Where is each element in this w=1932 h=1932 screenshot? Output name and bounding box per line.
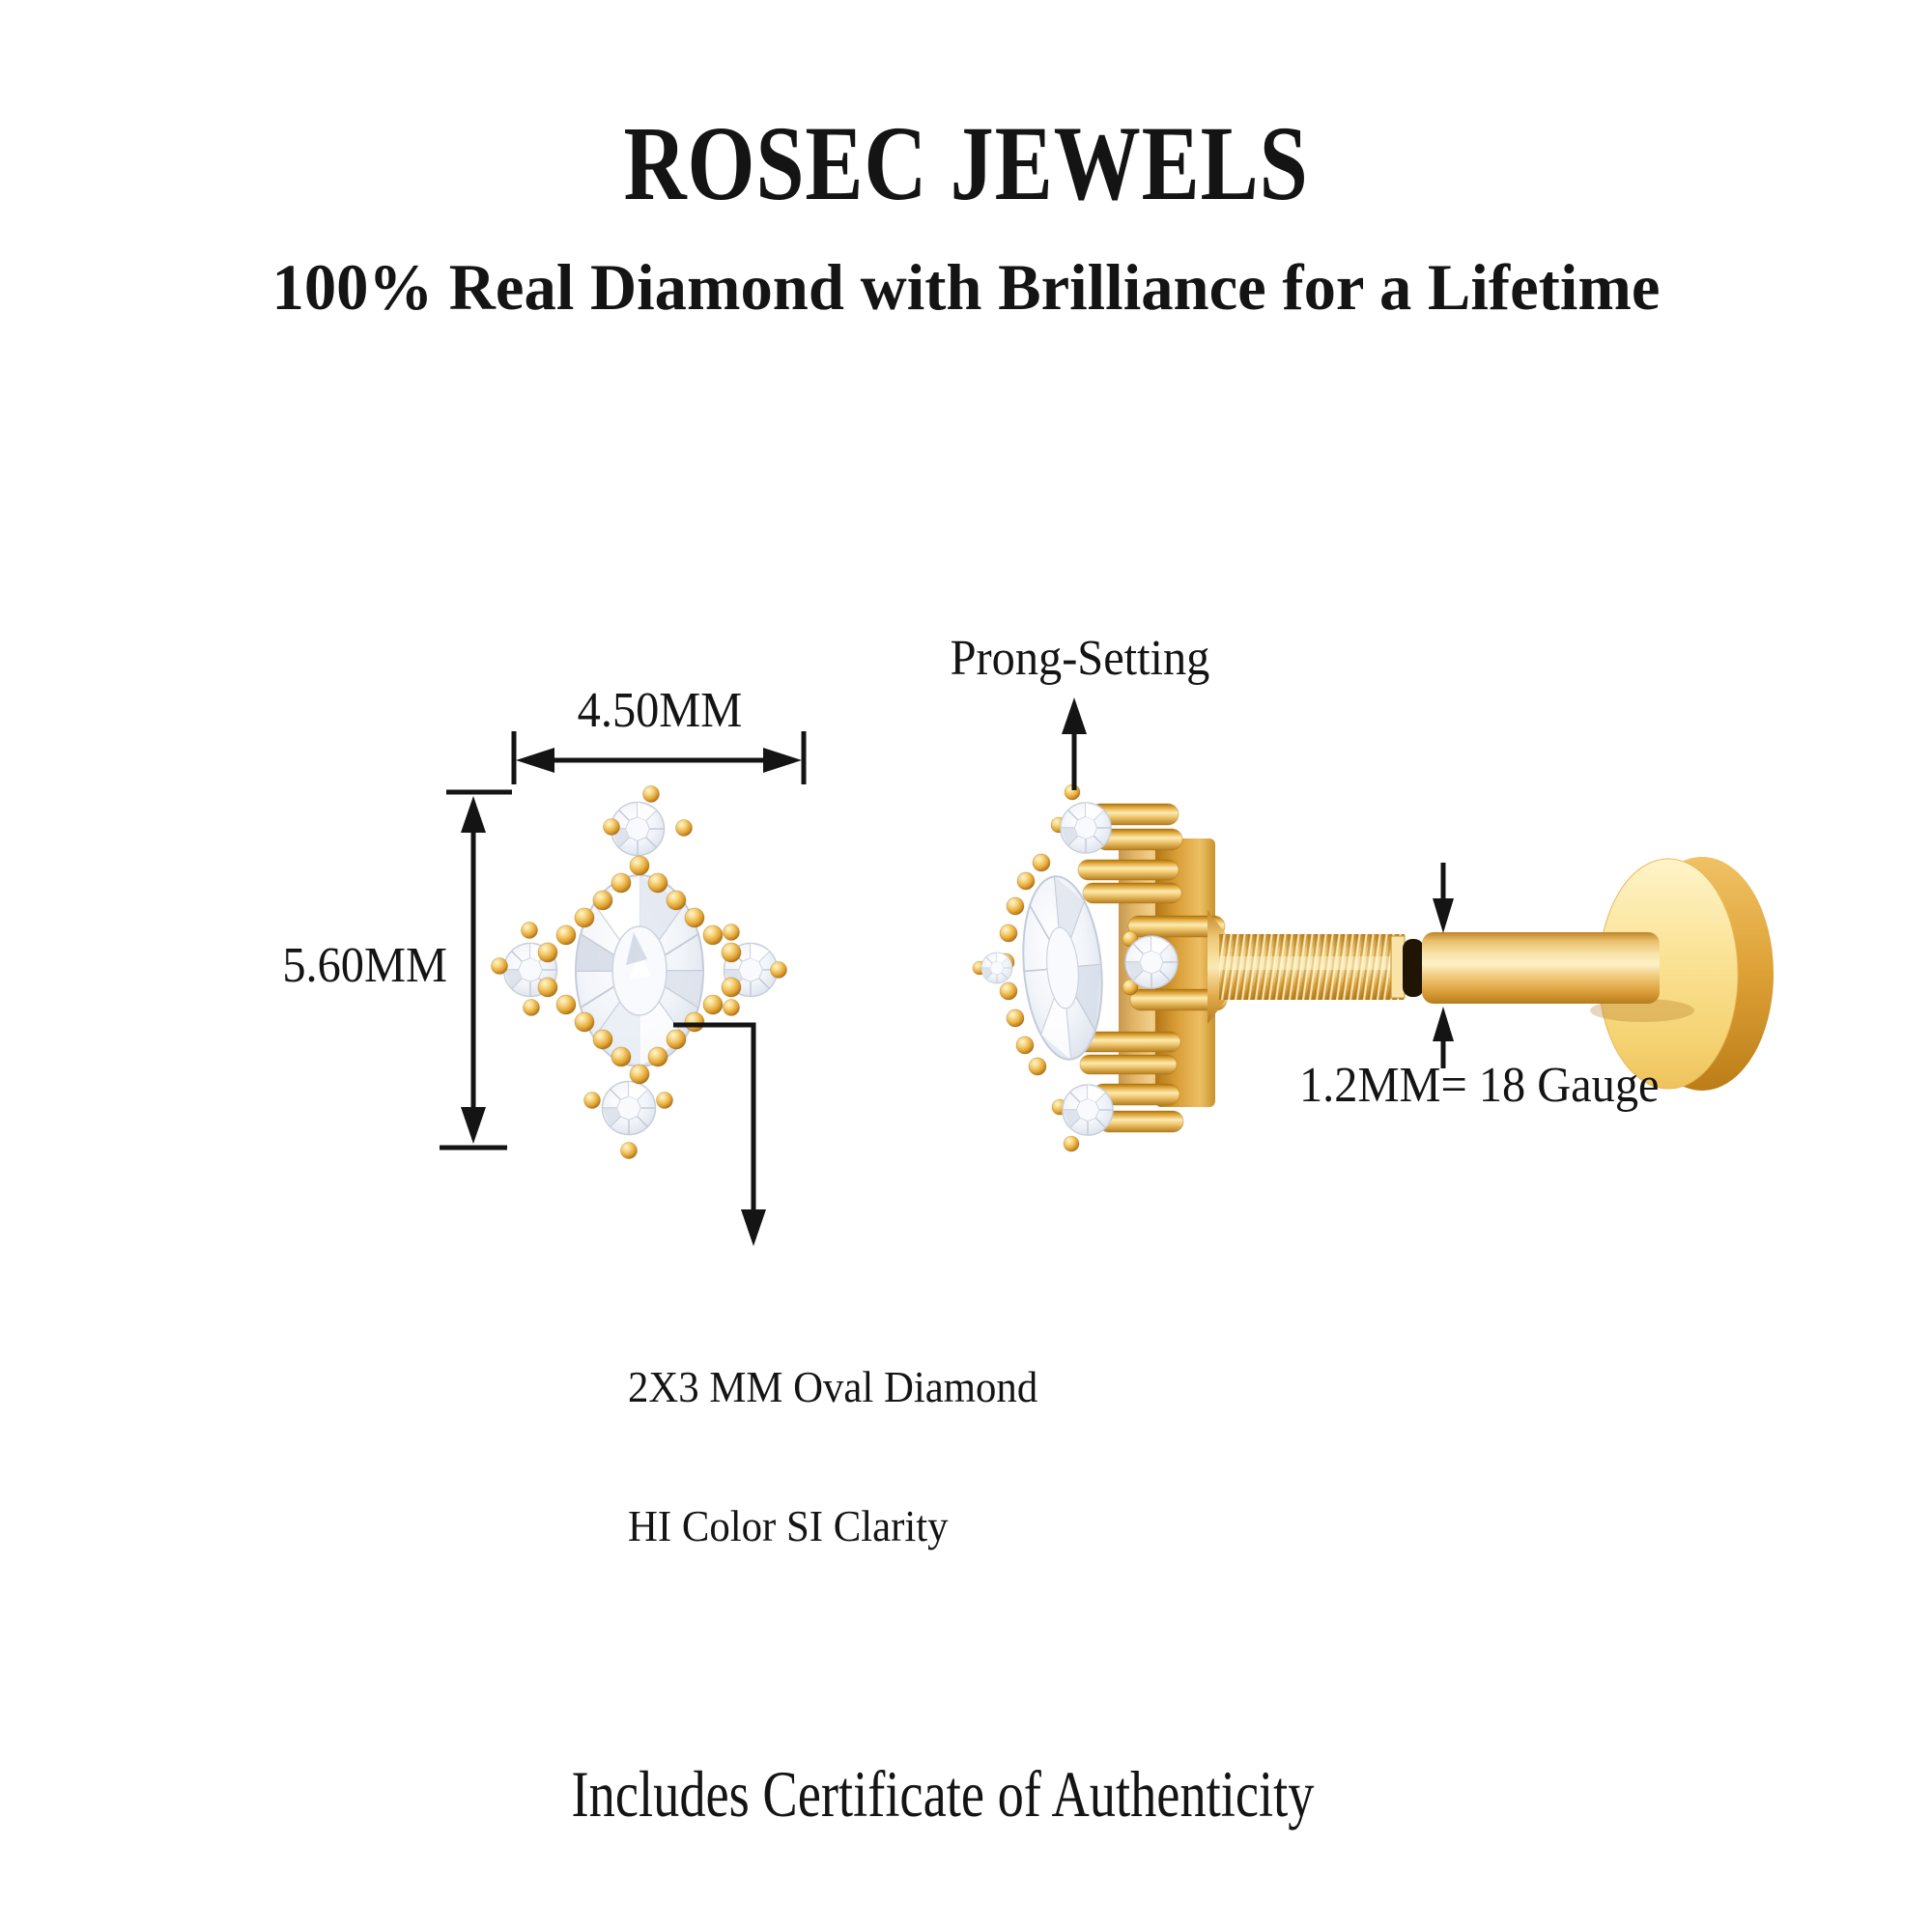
width-dimension-label: 4.50MM: [577, 683, 743, 738]
certificate-note: Includes Certificate of Authenticity: [571, 1757, 1315, 1831]
side-accent-diamond-bottom: [1063, 1085, 1113, 1135]
callout-line1: 2X3 MM Oval Diamond: [628, 1362, 1038, 1411]
threaded-post: [1219, 934, 1405, 1000]
oval-diamond-callout-line: [673, 1025, 766, 1246]
accent-diamond-south: [602, 1081, 655, 1134]
callout-line2: HI Color SI Clarity: [628, 1501, 949, 1550]
height-dimension-label: 5.60MM: [282, 938, 447, 993]
oval-diamond-callout: [628, 1271, 1037, 1596]
smooth-post: [1422, 932, 1660, 1004]
brand-title: ROSEC JEWELS: [623, 104, 1309, 222]
gauge-label: 1.2MM= 18 Gauge: [1299, 1058, 1660, 1113]
prong-setting-arrow: [1062, 697, 1087, 790]
side-accent-diamond-front: [1125, 936, 1178, 988]
width-dimension-line: [514, 731, 804, 784]
prong-setting-label: Prong-Setting: [950, 631, 1210, 686]
side-accent-diamond-left: [981, 952, 1012, 983]
tagline: 100% Real Diamond with Brilliance for a Lifetime: [271, 250, 1661, 324]
front-view-earring: [492, 786, 787, 1159]
gauge-arrow-top: [1433, 863, 1454, 933]
side-accent-diamond-top: [1061, 803, 1111, 853]
o-ring: [1403, 939, 1424, 997]
